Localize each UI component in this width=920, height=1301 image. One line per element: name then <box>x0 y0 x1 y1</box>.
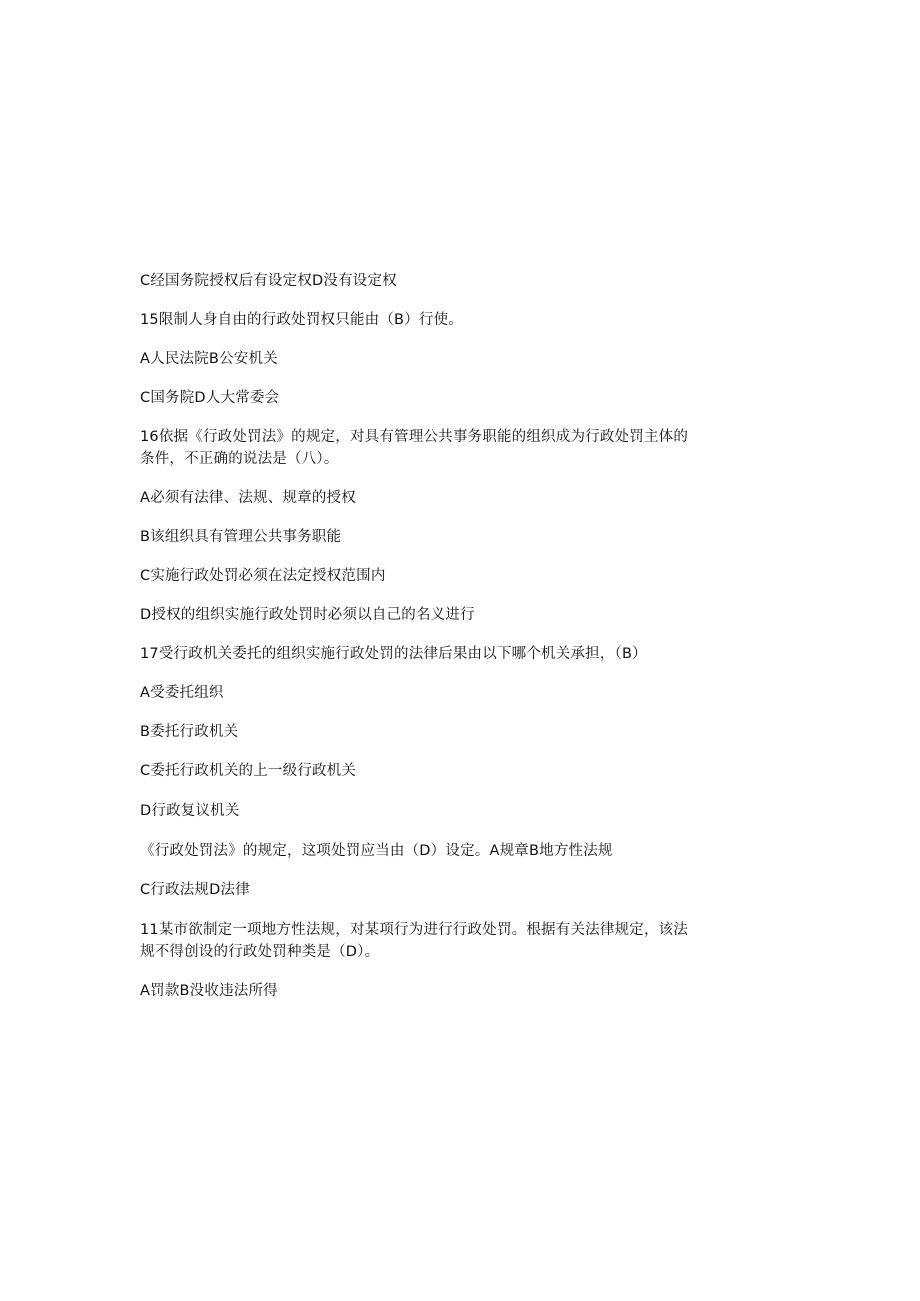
document-content <box>140 270 700 1002</box>
question-15: 15限制人身自由的行政处罚权只能由（B）行使。 <box>140 312 463 328</box>
option-line: A必须有法律、法规、规章的授权 <box>140 490 356 506</box>
question-16-line-2: 条件，不正确的说法是（八）。 <box>140 451 339 467</box>
option-line: C实施行政处罚必须在法定授权范围内 <box>140 568 386 584</box>
option-line: B委托行政机关 <box>140 724 239 740</box>
option-line: C委托行政机关的上一级行政机关 <box>140 763 357 779</box>
question-17: 17受行政机关委托的组织实施行政处罚的法律后果由以下哪个机关承担，（B） <box>140 646 647 662</box>
option-line: C行政法规D法律 <box>140 882 250 898</box>
option-line: D行政复议机关 <box>140 803 240 819</box>
question-11-line-2: 规不得创设的行政处罚种类是（D）。 <box>140 944 380 960</box>
option-line: C国务院D人大常委会 <box>140 390 280 406</box>
text-line: 《行政处罚法》的规定，这项处罚应当由（D）设定。A规章B地方性法规 <box>140 843 613 859</box>
text-line: C经国务院授权后有设定权D没有设定权 <box>140 273 397 289</box>
question-16-line-1: 16依据《行政处罚法》的规定，对具有管理公共事务职能的组织成为行政处罚主体的 <box>140 429 689 445</box>
option-line: A受委托组织 <box>140 685 224 701</box>
option-line: D授权的组织实施行政处罚时必须以自己的名义进行 <box>140 607 475 623</box>
option-line: A罚款B没收违法所得 <box>140 983 278 999</box>
option-line: A人民法院B公安机关 <box>140 351 278 367</box>
question-11-line-1: 11某市欲制定一项地方性法规，对某项行为进行行政处罚。根据有关法律规定，该法 <box>140 922 689 938</box>
option-line: B该组织具有管理公共事务职能 <box>140 529 342 545</box>
